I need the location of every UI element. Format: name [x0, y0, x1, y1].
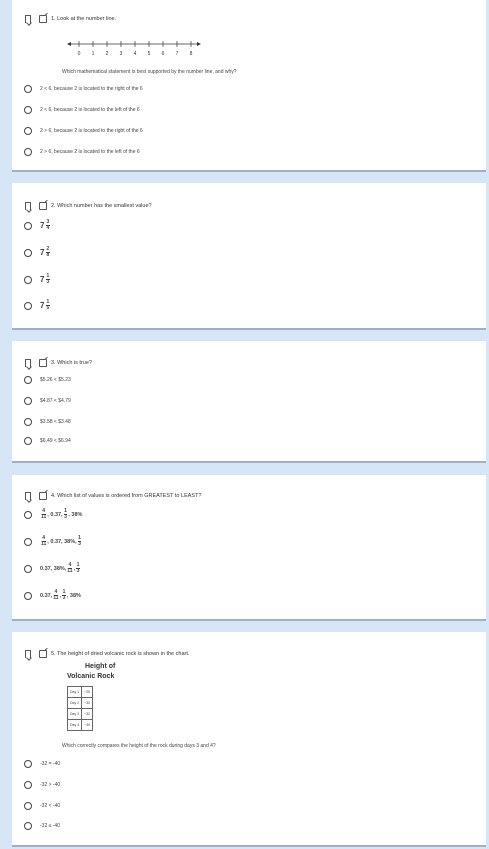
rock-height-table — [67, 686, 93, 731]
radio-button[interactable] — [24, 781, 32, 789]
answer-option-c[interactable] — [24, 127, 143, 135]
fraction — [46, 300, 50, 311]
question-prompt: 2. Which number has the smallest value? — [51, 203, 152, 209]
denominator: 11 — [41, 514, 47, 520]
option-text: $5.26 < $5.23 — [40, 377, 71, 383]
question-header — [25, 202, 152, 210]
answer-option-d[interactable] — [24, 822, 60, 830]
answer-option-b[interactable] — [24, 536, 82, 547]
option-text: -32 = -40 — [40, 761, 61, 767]
answer-option-a[interactable] — [24, 85, 143, 93]
question-prompt: 4. Which list of values is ordered from GREATEST to LEAST? — [51, 493, 202, 499]
value-text: , 38% — [68, 511, 83, 518]
denominator: 3 — [76, 568, 80, 574]
question-card-1 — [12, 0, 486, 172]
option-text: 2 < 6, because 2 is located to the left of the 6 — [40, 107, 140, 113]
numerator: 1 — [78, 535, 81, 541]
chart-title-line-2: Volcanic Rock — [67, 673, 115, 680]
radio-button[interactable] — [24, 538, 32, 546]
numerator: 4 — [42, 535, 46, 541]
numerator: 1 — [46, 299, 50, 305]
radio-button[interactable] — [24, 302, 32, 310]
table-cell-day: Day 2 — [68, 698, 82, 709]
number-line-label: 2 — [105, 51, 109, 57]
option-text: 2 > 6, because 2 is located to the left of the 6 — [40, 149, 140, 155]
fraction — [78, 536, 82, 547]
table-row — [68, 709, 93, 720]
radio-button[interactable] — [24, 106, 32, 114]
value-text: , 0.37, 38%, — [47, 538, 77, 545]
option-text: 2 > 6, because 2 is located to the right of the 6 — [40, 128, 143, 134]
bookmark-icon[interactable] — [25, 650, 31, 658]
fraction — [67, 563, 72, 574]
numerator: 1 — [76, 562, 80, 568]
radio-button[interactable] — [24, 376, 32, 384]
radio-button[interactable] — [24, 222, 32, 230]
radio-button[interactable] — [24, 85, 32, 93]
number-line-label: 5 — [147, 51, 151, 57]
option-text: 2 < 6, because 2 is located to the right of the 6 — [40, 86, 143, 92]
table-cell-value: −30 — [82, 698, 93, 709]
answer-option-b[interactable] — [24, 397, 71, 405]
table-cell-day: Day 3 — [68, 709, 82, 720]
table-cell-value: −32 — [82, 709, 93, 720]
option-text: -32 ≤ -40 — [40, 823, 60, 829]
option-text: $4.87 < $4.79 — [40, 398, 71, 404]
answer-option-d[interactable] — [24, 148, 140, 156]
numerator: 1 — [62, 589, 66, 595]
question-header — [25, 15, 116, 23]
value-text: , 38% — [66, 592, 81, 599]
radio-button[interactable] — [24, 802, 32, 810]
mixed-number-whole: 7 — [40, 221, 45, 230]
table-row — [68, 698, 93, 709]
question-prompt: 3. Which is true? — [51, 360, 92, 366]
table-cell-day: Day 4 — [68, 720, 82, 731]
answer-option-d[interactable] — [24, 300, 51, 311]
number-line-label: 8 — [189, 51, 193, 57]
answer-option-a[interactable] — [24, 760, 60, 768]
answer-option-b[interactable] — [24, 106, 140, 114]
denominator: 11 — [67, 568, 73, 574]
answer-option-a[interactable] — [24, 220, 51, 231]
number-line-label: 0 — [77, 51, 81, 57]
denominator: 4 — [46, 225, 50, 231]
number-line-label: 4 — [133, 51, 137, 57]
answer-option-d[interactable] — [24, 437, 71, 445]
question-stem: Which correctly compares the height of the rock during days 3 and 4? — [62, 743, 216, 749]
notepad-icon[interactable] — [39, 492, 47, 500]
fraction — [64, 509, 68, 520]
numerator: 3 — [46, 219, 50, 225]
denominator: 3 — [62, 595, 66, 601]
radio-button[interactable] — [24, 511, 32, 519]
numerator: 4 — [54, 589, 58, 595]
table-row — [68, 687, 93, 698]
option-text: -32 < -40 — [40, 803, 61, 809]
answer-option-a[interactable] — [24, 509, 82, 520]
question-prompt: 5. The height of dried volcanic rock is shown in the chart. — [51, 651, 190, 657]
question-card-2 — [12, 183, 486, 330]
number-line-label: 1 — [91, 51, 95, 57]
radio-button[interactable] — [24, 397, 32, 405]
radio-button[interactable] — [24, 822, 32, 830]
mixed-number-whole: 7 — [40, 248, 45, 257]
mixed-number-whole: 7 — [40, 275, 45, 284]
number-line-label: 3 — [119, 51, 123, 57]
chart-title-line-1: Height of — [85, 663, 116, 670]
value-text: 0.37, — [40, 592, 53, 599]
option-text: $3.58 < $3.48 — [40, 419, 71, 425]
numerator: 4 — [42, 508, 46, 514]
fraction — [53, 590, 58, 601]
notepad-icon[interactable] — [39, 15, 47, 23]
radio-button[interactable] — [24, 418, 32, 426]
fraction — [76, 563, 80, 574]
radio-button[interactable] — [24, 148, 32, 156]
answer-option-b[interactable] — [24, 247, 51, 258]
notepad-icon[interactable] — [39, 202, 47, 210]
bookmark-icon[interactable] — [25, 15, 31, 23]
fraction — [41, 536, 46, 547]
bookmark-icon[interactable] — [25, 359, 31, 367]
question-card-3 — [12, 341, 486, 463]
question-header — [25, 492, 202, 500]
numerator: 1 — [46, 273, 50, 279]
answer-option-c[interactable] — [24, 274, 51, 285]
radio-button[interactable] — [24, 592, 32, 600]
denominator: 11 — [53, 595, 59, 601]
bookmark-icon[interactable] — [25, 202, 31, 210]
fraction — [46, 274, 50, 285]
denominator: 5 — [46, 305, 50, 311]
fraction — [41, 509, 46, 520]
numerator: 2 — [46, 246, 50, 252]
notepad-icon[interactable] — [39, 650, 47, 658]
question-card-4 — [12, 475, 486, 621]
denominator: 8 — [46, 252, 50, 258]
table-cell-value: −40 — [82, 720, 93, 731]
mixed-number-whole: 7 — [40, 301, 45, 310]
question-header — [25, 359, 92, 367]
value-text: 0.37, 38%, — [40, 565, 67, 572]
fraction — [46, 247, 50, 258]
radio-button[interactable] — [24, 276, 32, 284]
question-card-5 — [12, 632, 486, 847]
answer-option-c[interactable] — [24, 418, 71, 426]
fraction — [46, 220, 50, 231]
table-cell-day: Day 1 — [68, 687, 82, 698]
answer-option-c[interactable]: 0.37, 38%, $\frac{4}{11}$ , $\frac{1}{3}$ — [24, 563, 81, 574]
answer-option-c[interactable] — [24, 802, 60, 810]
number-line-label: 6 — [161, 51, 165, 57]
radio-button[interactable] — [24, 437, 32, 445]
number-line — [67, 36, 217, 58]
option-text: $6.49 < $6.94 — [40, 438, 71, 444]
radio-button[interactable] — [24, 565, 32, 573]
question-stem: Which mathematical statement is best supported by the number line, and why? — [62, 69, 237, 75]
table-row — [68, 720, 93, 731]
value-text: , 0.37, — [47, 511, 63, 518]
notepad-icon[interactable] — [39, 359, 47, 367]
question-header — [25, 650, 189, 658]
denominator: 3 — [64, 514, 67, 520]
answer-option-a[interactable] — [24, 376, 71, 384]
denominator: 3 — [46, 279, 50, 285]
answer-option-b[interactable] — [24, 781, 60, 789]
answer-option-d[interactable]: 0.37, $\frac{4}{11}$ , $\frac{1}{3}$ , 38% — [24, 590, 81, 601]
numerator: 4 — [68, 562, 72, 568]
numerator: 1 — [64, 508, 67, 514]
table-cell-value: −25 — [82, 687, 93, 698]
denominator: 11 — [41, 541, 47, 547]
option-text: -32 > -40 — [40, 782, 61, 788]
fraction — [62, 590, 66, 601]
radio-button[interactable] — [24, 249, 32, 257]
question-prompt: 1. Look at the number line. — [51, 16, 117, 22]
denominator: 3 — [78, 541, 81, 547]
radio-button[interactable] — [24, 127, 32, 135]
radio-button[interactable] — [24, 760, 32, 768]
number-line-label: 7 — [175, 51, 179, 57]
bookmark-icon[interactable] — [25, 492, 31, 500]
chart-title — [67, 662, 116, 682]
